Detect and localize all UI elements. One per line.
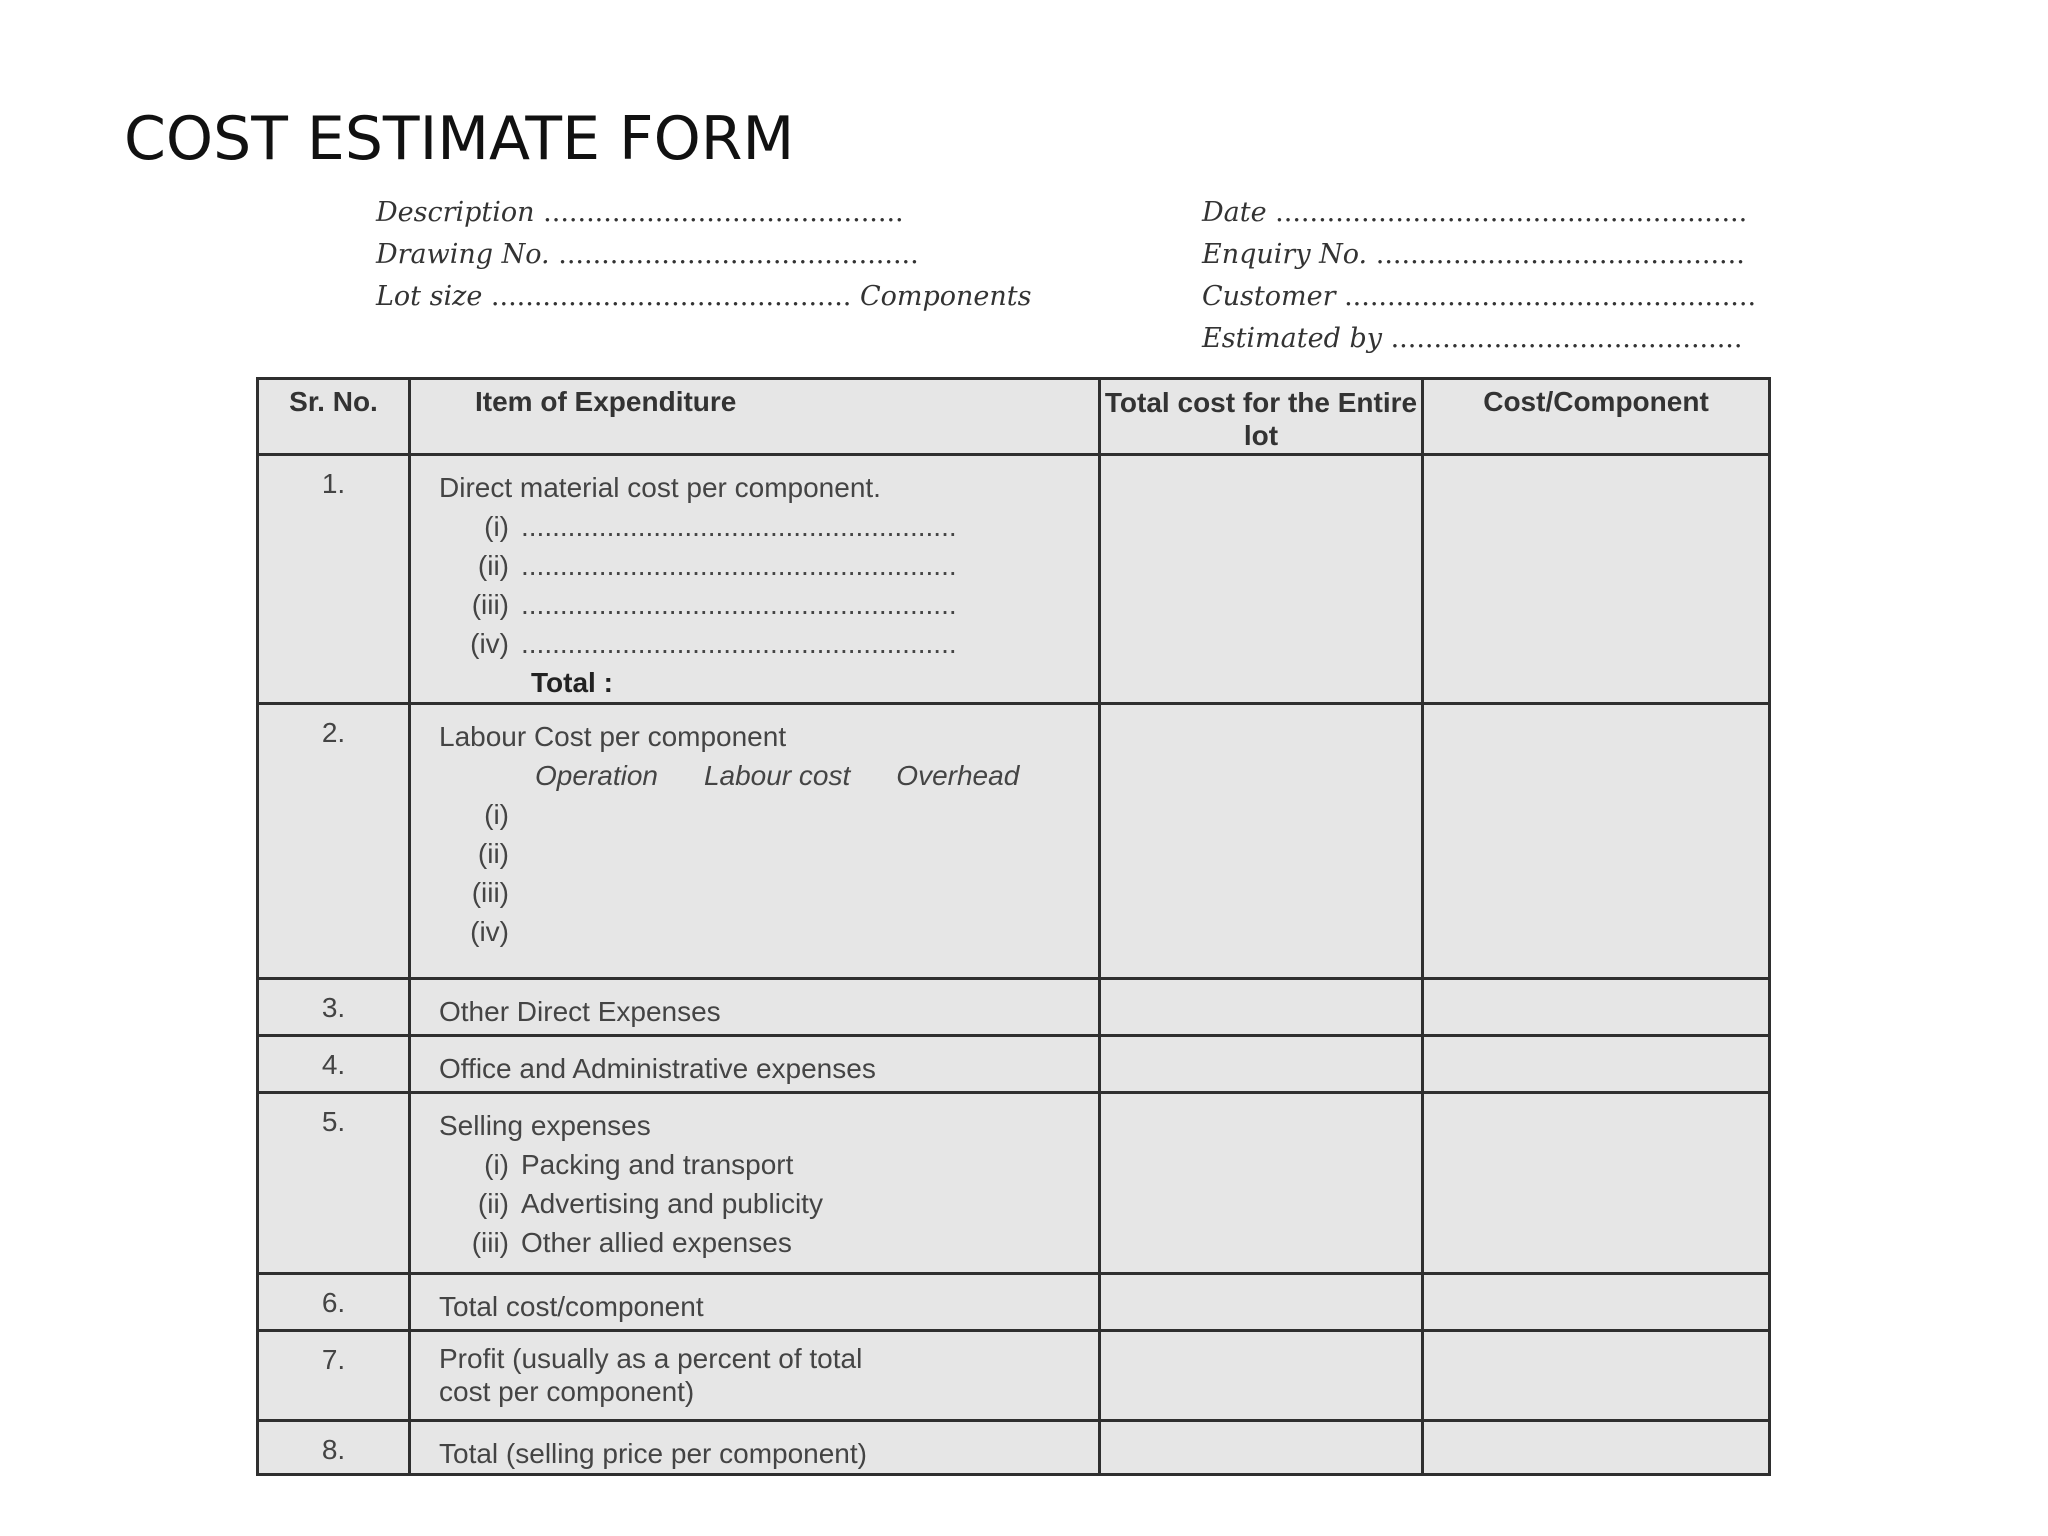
sr-no: 5. xyxy=(258,1093,410,1274)
estimated-by-label: Estimated by xyxy=(1202,323,1382,354)
cost-per-component-cell[interactable] xyxy=(1423,1274,1770,1331)
item-cell xyxy=(410,704,1100,979)
sr-no: 4. xyxy=(258,1036,410,1093)
item-cell xyxy=(410,455,1100,704)
total-cost-cell[interactable] xyxy=(1100,979,1423,1036)
subitem: (iv) xyxy=(470,916,509,947)
description-blank: .......................................... xyxy=(543,197,904,228)
enquiry-no-field[interactable] xyxy=(1202,234,1756,276)
header-left-fields xyxy=(376,192,1032,318)
lot-size-blank: .......................................... xyxy=(490,281,852,312)
cost-per-component-cell[interactable] xyxy=(1423,1421,1770,1475)
col-header-item: Item of Expenditure xyxy=(410,379,1100,455)
subitem: (ii) Advertising and publicity xyxy=(477,1188,823,1219)
item-label: Total cost/component xyxy=(410,1274,1100,1331)
subitem: (iii) xyxy=(471,877,509,908)
item-label-line-1: Profit (usually as a percent of total xyxy=(439,1343,863,1374)
sr-no: 8. xyxy=(258,1421,410,1475)
description-label: Description xyxy=(376,197,535,228)
lot-size-field[interactable] xyxy=(376,276,1032,318)
col-header-cost-per-component: Cost/Component xyxy=(1423,379,1770,455)
item-label: Other Direct Expenses xyxy=(410,979,1100,1036)
subitem: (iii) Other allied expenses xyxy=(471,1227,792,1258)
subitem: (iii) ........................................................ xyxy=(471,589,957,620)
date-blank: ....................................................... xyxy=(1275,197,1748,228)
subitem: (i) ........................................................ xyxy=(484,511,957,542)
estimated-by-blank: ......................................... xyxy=(1390,323,1743,354)
customer-blank: ................................................ xyxy=(1344,281,1757,312)
sr-no: 1. xyxy=(258,455,410,704)
drawing-no-label: Drawing No. xyxy=(376,239,550,270)
total-cost-cell[interactable] xyxy=(1100,704,1423,979)
total-cost-cell[interactable] xyxy=(1100,1093,1423,1274)
drawing-no-blank: .......................................... xyxy=(558,239,919,270)
enquiry-no-blank: ........................................... xyxy=(1375,239,1745,270)
total-cost-cell[interactable] xyxy=(1100,1036,1423,1093)
subitem: (ii) ........................................................ xyxy=(477,550,957,581)
cost-per-component-cell[interactable] xyxy=(1423,1036,1770,1093)
cost-estimate-table xyxy=(256,377,1771,1476)
lot-size-label: Lot size xyxy=(376,281,483,312)
item-cell xyxy=(410,1093,1100,1274)
total-cost-cell[interactable] xyxy=(1100,455,1423,704)
col-header-total-cost: Total cost for the Entire lot xyxy=(1100,379,1423,455)
total-cost-cell[interactable] xyxy=(1100,1274,1423,1331)
subitem: (i) xyxy=(484,799,509,830)
lot-size-unit: Components xyxy=(859,281,1032,312)
table-row xyxy=(258,1036,1770,1093)
cost-per-component-cell[interactable] xyxy=(1423,979,1770,1036)
item-label: Labour Cost per component xyxy=(439,721,787,752)
sr-no: 7. xyxy=(258,1331,410,1421)
total-cost-cell[interactable] xyxy=(1100,1421,1423,1475)
cost-per-component-cell[interactable] xyxy=(1423,1093,1770,1274)
description-field[interactable] xyxy=(376,192,1032,234)
header-right-fields xyxy=(1202,192,1756,360)
table-row xyxy=(258,1093,1770,1274)
customer-label: Customer xyxy=(1202,281,1336,312)
table-row xyxy=(258,455,1770,704)
estimated-by-field[interactable] xyxy=(1202,318,1756,360)
enquiry-no-label: Enquiry No. xyxy=(1202,239,1368,270)
table-row xyxy=(258,704,1770,979)
subitem: (i) Packing and transport xyxy=(484,1149,794,1180)
subitem: (iv) ........................................................ xyxy=(470,628,957,659)
date-field[interactable] xyxy=(1202,192,1756,234)
item-cell xyxy=(410,1331,1100,1421)
subitem: (ii) xyxy=(477,838,509,869)
col-header-sr-no: Sr. No. xyxy=(258,379,410,455)
cost-per-component-cell[interactable] xyxy=(1423,1331,1770,1421)
page-title: COST ESTIMATE FORM xyxy=(124,104,795,174)
item-label: Direct material cost per component. xyxy=(439,472,881,503)
sr-no: 2. xyxy=(258,704,410,979)
table-row xyxy=(258,1421,1770,1475)
table-row xyxy=(258,979,1770,1036)
table-row xyxy=(258,1274,1770,1331)
customer-field[interactable] xyxy=(1202,276,1756,318)
item-label: Total (selling price per component) xyxy=(410,1421,1100,1475)
drawing-no-field[interactable] xyxy=(376,234,1032,276)
sr-no: 3. xyxy=(258,979,410,1036)
total-cost-cell[interactable] xyxy=(1100,1331,1423,1421)
table-header-row xyxy=(258,379,1770,455)
item-label-line-2: cost per component) xyxy=(439,1376,695,1407)
date-label: Date xyxy=(1202,197,1267,228)
item-label: Office and Administrative expenses xyxy=(410,1036,1100,1093)
total-label: Total : xyxy=(531,667,613,698)
table-row xyxy=(258,1331,1770,1421)
cost-per-component-cell[interactable] xyxy=(1423,455,1770,704)
item-label: Selling expenses xyxy=(439,1110,651,1141)
labour-subheader: Operation Labour cost Overhead xyxy=(535,760,1020,791)
sr-no: 6. xyxy=(258,1274,410,1331)
cost-per-component-cell[interactable] xyxy=(1423,704,1770,979)
